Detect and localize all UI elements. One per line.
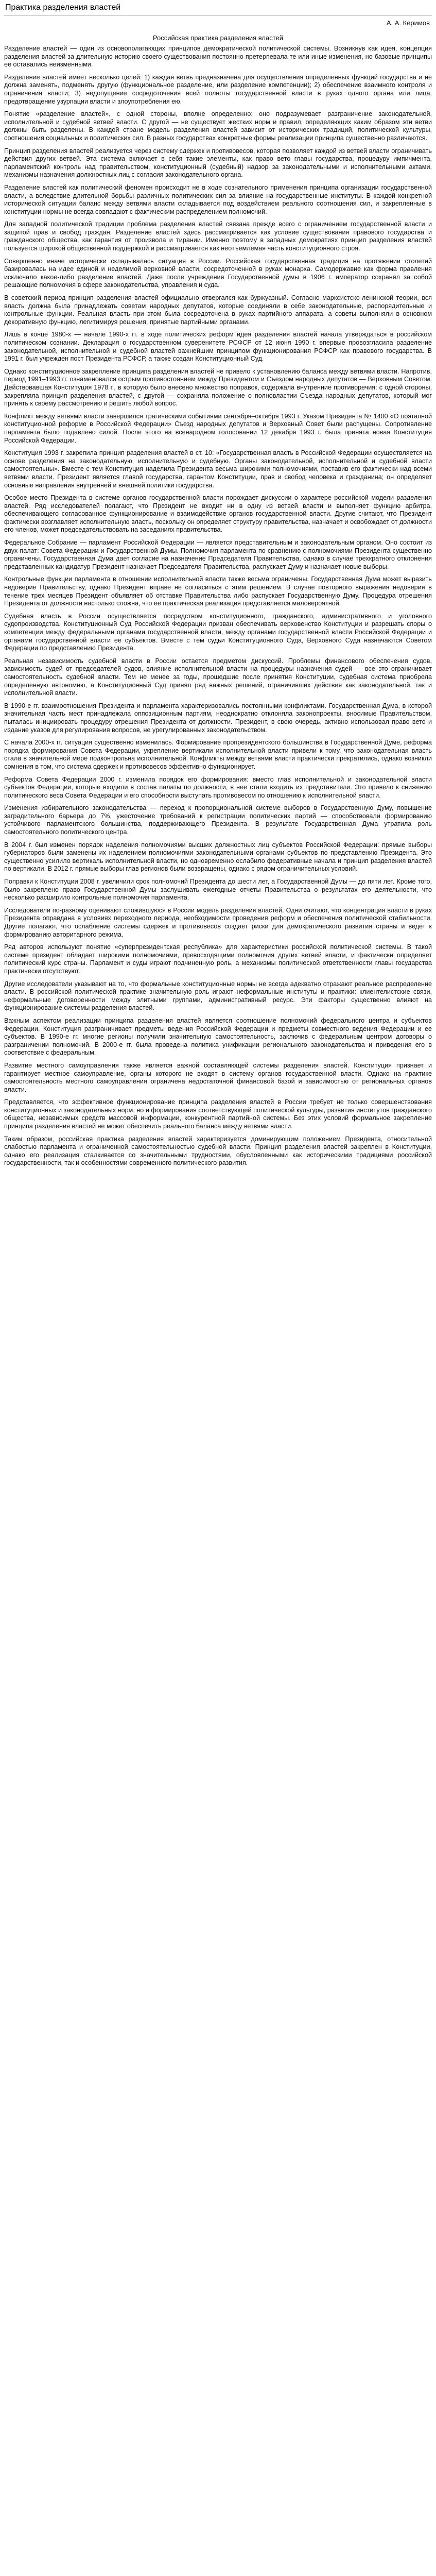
article-body <box>4 45 432 1167</box>
paragraph: Изменения избирательного законодательства — переход к пропорциональной системе выборов в Государственную Думу, повышение заградительного барьера до 7%, ужесточение требований к регистрации политических партий — способствовали формированию устойчивого парламентского большинства, поддерживающего Президента. В результате Государственная Дума утратила роль самостоятельного политического центра. <box>4 804 432 836</box>
paragraph: Ряд авторов используют понятие «суперпрезидентская республика» для характеристики российской политической системы. В такой системе президент обладает широкими полномочиями, превосходящими полномочия других ветвей власти, и фактически определяет политический курс страны. Парламент и суды играют подчиненную роль, а механизмы политической ответственности главы государства практически отсутствуют. <box>4 943 432 975</box>
paragraph: Разделение властей — один из основополагающих принципов демократической политической системы. Возникнув как идея, концепция разделения властей за длительную историю своего существования постоянно претерпевала те или иные изменения, но базовые принципы ее оставались неизменными. <box>4 45 432 69</box>
paragraph: Однако конституционное закрепление принципа разделения властей не привело к установлению баланса между ветвями власти. Напротив, период 1991–1993 гг. ознаменовался острым противостоянием между Президентом и Съездом народных депутатов — Верховным Советом. Действовавшая Конституция 1978 г., в которую было внесено множество поправок, содержала внутренние противоречия: с одной стороны, закрепляла принцип разделения властей, с другой — сохраняла положение о полновластии Съезда народных депутатов, который мог принять к своему рассмотрению и решить любой вопрос. <box>4 367 432 408</box>
paragraph: Разделение властей как политический феномен происходит не в ходе сознательного применения принципа организации государственной власти, а вследствие длительной борьбы различных политических сил за влияние на государственные институты. В каждой конкретной исторической ситуации баланс между ветвями власти складывается под воздействием реального соотношения сил, и закрепленные в конституции нормы не всегда совпадают с фактическим распределением полномочий. <box>4 183 432 215</box>
paragraph: Конституция 1993 г. закрепила принцип разделения властей в ст. 10: «Государственная власть в Российской Федерации осуществляется на основе разделения на законодательную, исполнительную и судебную. Органы законодательной, исполнительной и судебной власти самостоятельны». Вместе с тем Конституция наделила Президента весьма широкими полномочиями, поставив его фактически над всеми ветвями власти. Президент является главой государства, гарантом Конституции, прав и свобод человека и гражданина; он определяет основные направления внутренней и внешней политики государства. <box>4 449 432 489</box>
paragraph: Судебная власть в России осуществляется посредством конституционного, гражданского, административного и уголовного судопроизводства. Конституционный Суд Российской Федерации призван обеспечивать верховенство Конституции и разрешать споры о компетенции между федеральными органами государственной власти, между органами государственной власти Российской Федерации и органами государственной власти ее субъектов. Вместе с тем судьи Конституционного Суда, Верховного Суда назначаются Советом Федерации по представлению Президента. <box>4 612 432 652</box>
paragraph: С начала 2000-х гг. ситуация существенно изменилась. Формирование пропрезидентского большинства в Государственной Думе, реформа порядка формирования Совета Федерации, укрепление вертикали исполнительной власти привели к тому, что законодательная власть стала в значительной мере подконтрольна исполнительной. Конфликты между ветвями власти практически прекратились, однако возникли сомнения в том, что система сдержек и противовесов эффективно функционирует. <box>4 739 432 770</box>
paragraph: Принцип разделения властей реализуется через систему сдержек и противовесов, которая позволяет каждой из ветвей власти ограничивать действия других ветвей. Эта система включает в себя такие элементы, как право вето главы государства, процедуру импичмента, парламентский контроль над правительством, конституционный (судебный) надзор за законодательными и исполнительными актами, механизмы назначения должностных лиц с согласия законодательного органа. <box>4 147 432 179</box>
article-subtitle: Российская практика разделения властей <box>152 34 284 42</box>
paragraph: Исследователи по-разному оценивают сложившуюся в России модель разделения властей. Одни считают, что концентрация власти в руках Президента оправдана в условиях переходного периода, необходимости проведения реформ и обеспечения политической стабильности. Другие полагают, что ослабление системы сдержек и противовесов создает риски для демократического развития страны и ведет к формированию авторитарного режима. <box>4 906 432 938</box>
paragraph: Разделение властей имеет несколько целей: 1) каждая ветвь предназначена для осуществления определенных функций государства и не должна заменять, подменять другую (функциональное разделение, или разделение компетенции); 2) обеспечение взаимного контроля и ограничения власти; 3) недопущение сосредоточения всей полноты государственной власти в руках одного органа или лица, предотвращение узурпации власти и злоупотребления ею. <box>4 73 432 105</box>
paragraph: Развитие местного самоуправления также является важной составляющей системы разделения властей. Конституция признает и гарантирует местное самоуправление, органы которого не входят в систему органов государственной власти. Однако на практике самостоятельность местного самоуправления ограничена недостаточной финансовой базой и зависимостью от региональных органов власти. <box>4 1061 432 1093</box>
page-title: Практика разделения властей <box>5 3 121 12</box>
paragraph: Понятие «разделение властей», с одной стороны, вполне определенно: оно подразумевает разграничение законодательной, исполнительной и судебной ветвей власти. С другой — не существует жестких норм и правил, определяющих каким образом эти ветви должны быть разделены. В каждой стране модель разделения властей зависит от исторических традиций, политической культуры, соотношения социальных и политических сил. В разных государствах конкретные формы реализации принципа существенно различаются. <box>4 110 432 142</box>
paragraph: В 1990-е гг. взаимоотношения Президента и парламента характеризовались постоянными конфликтами. Государственная Дума, в которой значительная часть мест принадлежала оппозиционным партиям, неоднократно отклоняла законопроекты, вносимые Правительством, пыталась инициировать процедуру отрешения Президента от должности. Президент, в свою очередь, активно использовал право вето и издание указов для регулирования вопросов, не урегулированных законодательством. <box>4 702 432 734</box>
paragraph: Важным аспектом реализации принципа разделения властей является соотношение полномочий федерального центра и субъектов Федерации. Конституция разграничивает предметы ведения Российской Федерации и предметы совместного ведения Федерации и ее субъектов. В 1990-е гг. многие регионы получили значительную самостоятельность, заключив с федеральным центром договоры о разграничении полномочий. В 2000-е гг. была проведена политика унификации регионального законодательства и приведения его в соответствие с федеральным. <box>4 1016 432 1057</box>
paragraph: Другие исследователи указывают на то, что формальные конституционные нормы не всегда адекватно отражают реальное распределение власти. В российской политической практике значительную роль играют неформальные институты и практики: клиентелистские связи, неформальные договоренности между элитными группами, административный ресурс. Эти факторы существенно влияют на функционирование системы разделения властей. <box>4 980 432 1012</box>
paragraph: В 2004 г. был изменен порядок наделения полномочиями высших должностных лиц субъектов Российской Федерации: прямые выборы губернаторов были заменены их наделением полномочиями законодательными органами субъектов по представлению Президента. Это существенно усилило вертикаль исполнительной власти, но одновременно ослабило федеративные начала и принцип разделения властей по вертикали. В 2012 г. прямые выборы глав регионов были возвращены, однако с рядом ограничительных условий. <box>4 841 432 873</box>
paragraph: Представляется, что эффективное функционирование принципа разделения властей в России требует не только совершенствования конституционных и законодательных норм, но и формирования соответствующей политической культуры, развития институтов гражданского общества, независимых средств массовой информации, конкурентной партийной системы. Без этих условий формальное закрепление принципа разделения властей не может обеспечить реального баланса между ветвями власти. <box>4 1098 432 1130</box>
author-name: А. А. Керимов <box>386 19 430 27</box>
title-divider <box>4 15 432 16</box>
paragraph: Контрольные функции парламента в отношении исполнительной власти также весьма ограничены. Государственная Дума может выразить недоверие Правительству, однако Президент вправе не согласиться с этим решением. В случае повторного выражения недоверия в течение трех месяцев Президент объявляет об отставке Правительства либо распускает Государственную Думу. Процедура отрешения Президента от должности настолько сложна, что ее практическая реализация представляется маловероятной. <box>4 575 432 607</box>
paragraph: Совершенно иначе исторически складывалась ситуация в России. Российская государственная традиция на протяжении столетий базировалась на идее единой и неделимой верховной власти, сосредоточенной в руках монарха. Самодержавие как форма правления исключало какое-либо разделение властей. Даже после учреждения Государственной думы в 1906 г. император сохранял за собой решающие полномочия в сфере законодательства, управления и суда. <box>4 257 432 289</box>
paragraph: Таким образом, российская практика разделения властей характеризуется доминирующим положением Президента, относительной слабостью парламента и ограниченной самостоятельностью судебной власти. Принцип разделения властей закреплен в Конституции, однако его реализация сталкивается со значительными трудностями, обусловленными как историческими традициями российской государственности, так и особенностями современного политического развития. <box>4 1135 432 1167</box>
paragraph: Реформа Совета Федерации 2000 г. изменила порядок его формирования: вместо глав исполнительной и законодательной власти субъектов Федерации, которые входили в состав палаты по должности, в нее стали входить их представители. Это привело к снижению политического веса Совета Федерации и его способности выступать противовесом по отношению к исполнительной власти. <box>4 775 432 799</box>
paragraph: Особое место Президента в системе органов государственной власти порождает дискуссии о характере российской модели разделения властей. Ряд исследователей полагают, что Президент не входит ни в одну из ветвей власти и выполняет функцию арбитра, обеспечивающего согласованное функционирование и взаимодействие органов государственной власти. Другие считают, что Президент фактически возглавляет исполнительную власть, поскольку он определяет структуру правительства, назначает и освобождает от должности его членов, может председательствовать на заседаниях правительства. <box>4 494 432 534</box>
paragraph: В советский период принцип разделения властей официально отвергался как буржуазный. Согласно марксистско-ленинской теории, вся власть должна была принадлежать советам народных депутатов, которые соединяли в себе законодательные, распорядительные и контрольные функции. Реальная власть при этом была сосредоточена в руках партийного аппарата, а советы выполняли в основном декоративную функцию, легитимируя решения, принятые партийными органами. <box>4 294 432 326</box>
paragraph: Конфликт между ветвями власти завершился трагическими событиями сентября–октября 1993 г. Указом Президента № 1400 «О поэтапной конституционной реформе в Российской Федерации» Съезд народных депутатов и Верховный Совет были распущены. Сопротивление парламента было подавлено силой. После этого на всенародном голосовании 12 декабря 1993 г. была принята новая Конституция Российской Федерации. <box>4 412 432 444</box>
paragraph: Реальная независимость судебной власти в России остается предметом дискуссий. Проблемы финансового обеспечения судов, зависимость судей от председателей судов, влияние исполнительной власти на процедуры назначения судей — все это ограничивает самостоятельность судебной власти. Тем не менее за годы, прошедшие после принятия Конституции, судебная система приобрела определенную автономию, а Конституционный Суд принял ряд важных решений, ограничивших действия как законодательной, так и исполнительной власти. <box>4 657 432 697</box>
document-page <box>4 3 432 1182</box>
paragraph: Лишь в конце 1980-х — начале 1990-х гг. в ходе политических реформ идея разделения властей начала утверждаться в российском политическом сознании. Декларация о государственном суверенитете РСФСР от 12 июня 1990 г. впервые провозгласила разделение законодательной, исполнительной и судебной властей важнейшим принципом функционирования РСФСР как правового государства. В 1991 г. был учрежден пост Президента РСФСР, а также создан Конституционный Суд. <box>4 331 432 363</box>
paragraph: Поправки к Конституции 2008 г. увеличили срок полномочий Президента до шести лет, а Государственной Думы — до пяти лет. Кроме того, было закреплено право Государственной Думы заслушивать ежегодные отчеты Правительства о результатах его деятельности, что несколько расширило контрольные полномочия парламента. <box>4 878 432 902</box>
paragraph: Федеральное Собрание — парламент Российской Федерации — является представительным и законодательным органом. Оно состоит из двух палат: Совета Федерации и Государственной Думы. Полномочия парламента по сравнению с полномочиями Президента существенно ограничены. Государственная Дума дает согласие на назначение Председателя Правительства, однако в случае трехкратного отклонения представленных кандидатур Президент назначает Председателя Правительства, распускает Думу и назначает новые выборы. <box>4 539 432 570</box>
paragraph: Для западной политической традиции проблема разделения властей связана прежде всего с ограничением государственной власти и защитой прав и свобод граждан. Разделение властей здесь рассматривается как условие существования правового государства и гражданского общества, как гарантия от произвола и тирании. Именно поэтому в западных демократиях принцип разделения властей пользуется широкой общественной поддержкой и рассматривается как неотъемлемая часть конституционного строя. <box>4 221 432 252</box>
